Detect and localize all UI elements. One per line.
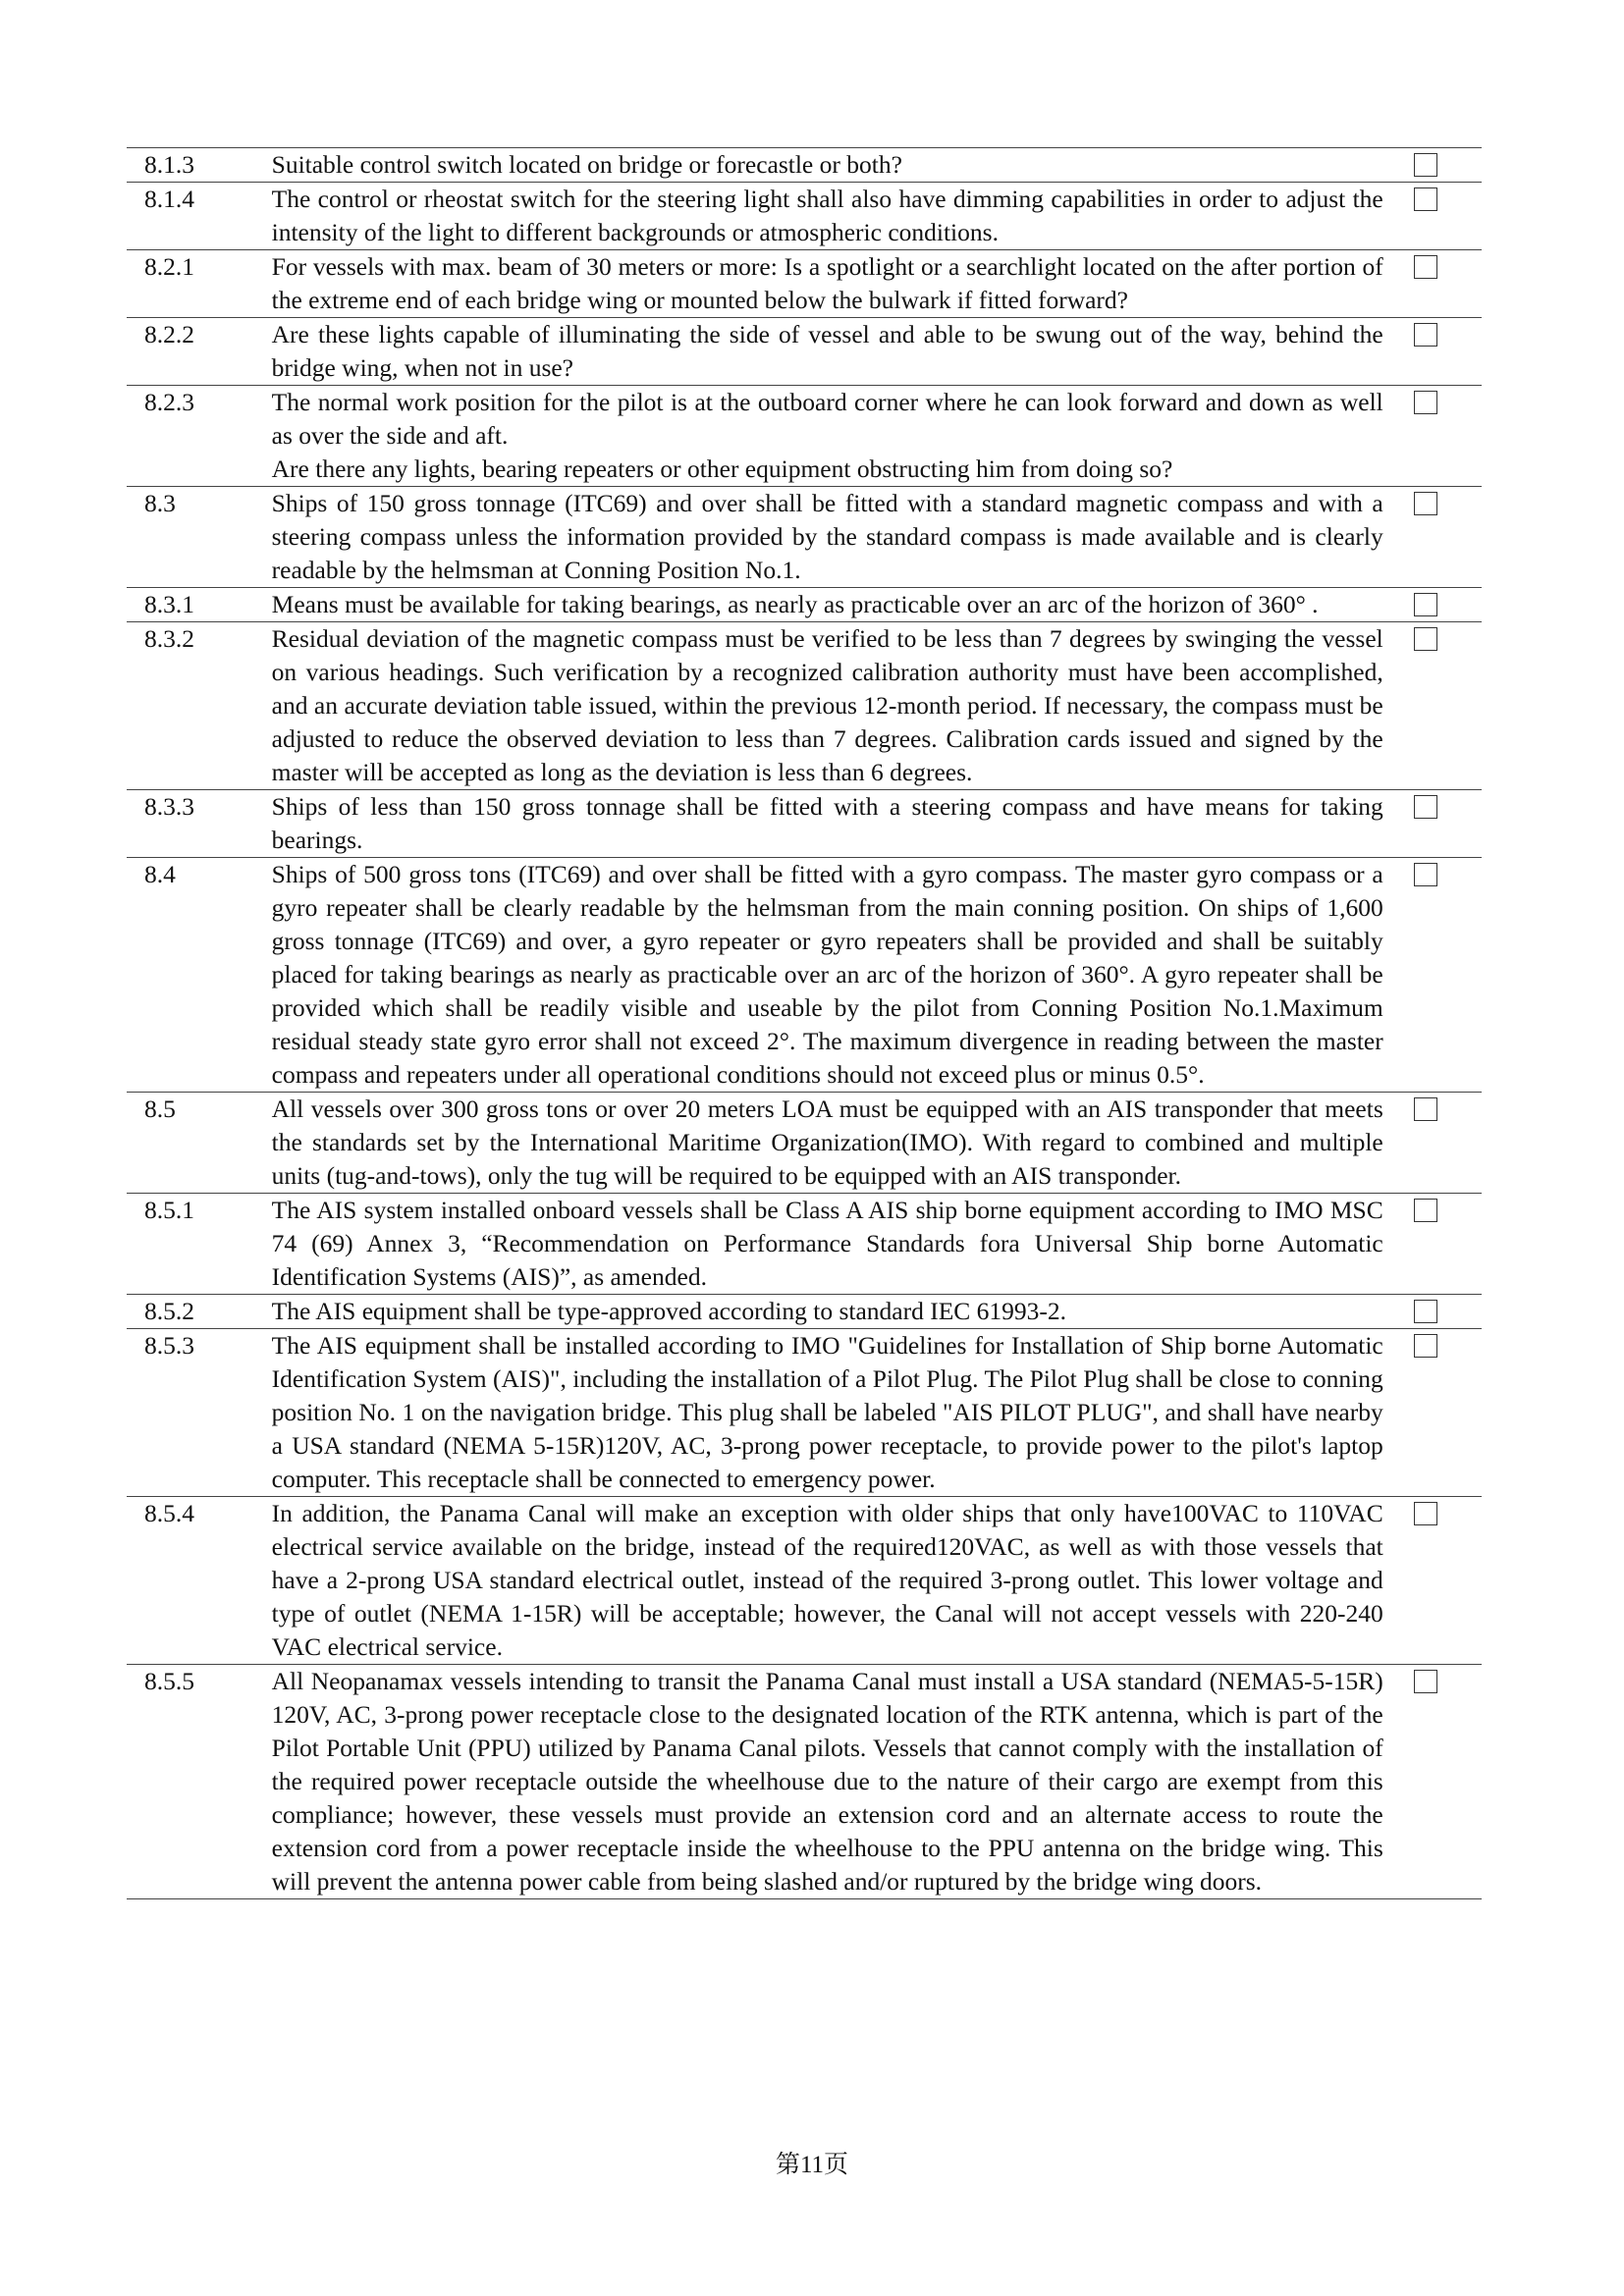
checklist-row (127, 1194, 1482, 1295)
item-paragraph: For vessels with max. beam of 30 meters or more: Is a spotlight or a searchlight located on the after portion of the extreme end of each bridge wing or mounted below the bulwark if fitted forward? (271, 252, 1383, 314)
checkbox-cell (1383, 183, 1482, 250)
checkbox-cell (1383, 622, 1482, 790)
item-number: 8.2.1 (144, 252, 194, 281)
item-number: 8.3.1 (144, 590, 194, 618)
checklist-row (127, 183, 1482, 250)
checklist-row (127, 588, 1482, 622)
item-number: 8.1.3 (144, 150, 194, 179)
checklist-row (127, 790, 1482, 858)
item-text (272, 1665, 1383, 1899)
item-number: 8.4 (144, 860, 176, 888)
item-text (272, 790, 1383, 858)
checklist-row (127, 1093, 1482, 1194)
item-number: 8.3.2 (144, 624, 194, 653)
item-text (272, 1194, 1383, 1295)
item-paragraph: Are there any lights, bearing repeaters or other equipment obstructing him from doing so? (271, 454, 1173, 483)
item-text (272, 1329, 1383, 1497)
item-checkbox[interactable] (1414, 255, 1437, 279)
checklist-row (127, 1295, 1482, 1329)
item-checkbox[interactable] (1414, 863, 1437, 886)
checkbox-cell (1383, 1329, 1482, 1497)
item-checkbox[interactable] (1414, 492, 1437, 515)
item-text (272, 1497, 1383, 1665)
checklist-row (127, 148, 1482, 183)
item-number: 8.2.3 (144, 388, 194, 416)
checkbox-cell (1383, 790, 1482, 858)
item-paragraph: Means must be available for taking bearings, as nearly as practicable over an arc of the horizon of 360° . (271, 590, 1319, 618)
item-number: 8.5.5 (144, 1667, 194, 1695)
item-text (272, 622, 1383, 790)
checklist-row (127, 1329, 1482, 1497)
item-checkbox[interactable] (1414, 1670, 1437, 1693)
checkbox-cell (1383, 148, 1482, 183)
item-number: 8.5.4 (144, 1499, 194, 1527)
checkbox-cell (1383, 858, 1482, 1093)
item-number: 8.2.2 (144, 320, 194, 348)
item-number: 8.3.3 (144, 792, 194, 821)
item-checkbox[interactable] (1414, 323, 1437, 347)
item-paragraph: Ships of less than 150 gross tonnage shall be fitted with a steering compass and have means for taking bearings. (271, 792, 1383, 854)
item-paragraph: Ships of 150 gross tonnage (ITC69) and over shall be fitted with a standard magnetic compass and with a steering compass unless the information provided by the standard compass is made available and is clearly readable by the helmsman at Conning Position No.1. (271, 489, 1383, 584)
checklist-row (127, 622, 1482, 790)
item-paragraph: The normal work position for the pilot is at the outboard corner where he can look forward and down as well as over the side and aft. (271, 388, 1383, 450)
item-paragraph: The AIS equipment shall be installed according to IMO "Guidelines for Installation of Ship borne Automatic Identification System (AIS)", including the installation of a Pilot Plug. The Pilot Plug shall be close to conning position No. 1 on the navigation bridge. This plug shall be labeled "AIS PILOT PLUG", and shall have nearby a USA standard (NEMA 5-15R)120V, AC, 3-prong power receptacle, to provide power to the pilot's laptop computer. This receptacle shall be connected to emergency power. (271, 1331, 1383, 1493)
item-checkbox[interactable] (1414, 627, 1437, 651)
checkbox-cell (1383, 1295, 1482, 1329)
item-paragraph: All vessels over 300 gross tons or over 20 meters LOA must be equipped with an AIS transponder that meets the standards set by the International Maritime Organization(IMO). With regard to combined and multiple units (tug-and-tows), only the tug will be required to be equipped with an AIS transponder. (271, 1095, 1383, 1190)
checkbox-cell (1383, 386, 1482, 487)
item-paragraph: Residual deviation of the magnetic compass must be verified to be less than 7 degrees by swinging the vessel on various headings. Such verification by a recognized calibration authority must have been accomplished, and an accurate deviation table issued, within the previous 12-month period. If necessary, the compass must be adjusted to reduce the observed deviation to less than 7 degrees. Calibration cards issued and signed by the master will be accepted as long as the deviation is less than 6 degrees. (271, 624, 1383, 786)
item-text (272, 858, 1383, 1093)
checkbox-cell (1383, 1497, 1482, 1665)
item-number: 8.1.4 (144, 185, 194, 213)
item-checkbox[interactable] (1414, 593, 1437, 616)
item-checkbox[interactable] (1414, 1300, 1437, 1323)
item-checkbox[interactable] (1414, 391, 1437, 414)
item-text (272, 1295, 1383, 1329)
checklist-row (127, 487, 1482, 588)
checkbox-cell (1383, 250, 1482, 318)
checkbox-cell (1383, 1093, 1482, 1194)
item-paragraph: The control or rheostat switch for the steering light shall also have dimming capabilities in order to adjust the intensity of the light to different backgrounds or atmospheric conditions. (271, 185, 1383, 246)
item-text (272, 386, 1383, 487)
item-text (272, 250, 1383, 318)
checklist-table (127, 147, 1482, 1899)
item-number: 8.5.1 (144, 1196, 194, 1224)
item-text (272, 318, 1383, 386)
item-paragraph: Are these lights capable of illuminating the side of vessel and able to be swung out of the way, behind the bridge wing, when not in use? (271, 320, 1383, 382)
item-number: 8.3 (144, 489, 176, 517)
checklist-row (127, 1497, 1482, 1665)
item-text (272, 148, 1383, 183)
item-paragraph: All Neopanamax vessels intending to transit the Panama Canal must install a USA standard (NEMA5-5-15R) 120V, AC, 3-prong power receptacle close to the designated location of the RTK antenna, which is part of the Pilot Portable Unit (PPU) utilized by Panama Canal pilots. Vessels that cannot comply with the installation of the required power receptacle outside the wheelhouse due to the nature of their cargo are exempt from this compliance; however, these vessels must provide an extension cord and an alternate access to route the extension cord from a power receptacle inside the wheelhouse to the PPU antenna on the bridge wing. This will prevent the antenna power cable from being slashed and/or ruptured by the bridge wing doors. (271, 1667, 1383, 1896)
item-checkbox[interactable] (1414, 795, 1437, 819)
item-paragraph: The AIS equipment shall be type-approved according to standard IEC 61993-2. (271, 1297, 1067, 1325)
item-checkbox[interactable] (1414, 153, 1437, 177)
checkbox-cell (1383, 1665, 1482, 1899)
checklist-rows (127, 148, 1482, 1899)
item-text (272, 588, 1383, 622)
item-text (272, 1093, 1383, 1194)
item-number: 8.5 (144, 1095, 176, 1123)
item-text (272, 183, 1383, 250)
item-checkbox[interactable] (1414, 1502, 1437, 1525)
item-checkbox[interactable] (1414, 187, 1437, 211)
item-text (272, 487, 1383, 588)
item-paragraph: The AIS system installed onboard vessels shall be Class A AIS ship borne equipment according to IMO MSC 74 (69) Annex 3, “Recommendation on Performance Standards fora Universal Ship borne Automatic Identification Systems (AIS)”, as amended. (271, 1196, 1383, 1291)
checklist-row (127, 858, 1482, 1093)
checkbox-cell (1383, 588, 1482, 622)
item-checkbox[interactable] (1414, 1199, 1437, 1222)
page-number: 第11页 (775, 2152, 849, 2178)
item-checkbox[interactable] (1414, 1097, 1437, 1121)
item-number: 8.5.3 (144, 1331, 194, 1360)
item-paragraph: Ships of 500 gross tons (ITC69) and over shall be fitted with a gyro compass. The master gyro compass or a gyro repeater shall be clearly readable by the helmsman from the main conning position. On ships of 1,600 gross tonnage (ITC69) and over, a gyro repeater or gyro repeaters shall be provided and shall be suitably placed for taking bearings as nearly as practicable over an arc of the horizon of 360°. A gyro repeater shall be provided which shall be readily visible and useable by the pilot from Conning Position No.1.Maximum residual steady state gyro error shall not exceed 2°. The maximum divergence in reading between the master compass and repeaters under all operational conditions should not exceed plus or minus 0.5°. (271, 860, 1383, 1089)
item-paragraph: In addition, the Panama Canal will make an exception with older ships that only have100VAC to 110VAC electrical service available on the bridge, instead of the required120VAC, as well as with those vessels that have a 2-prong USA standard electrical outlet, instead of the required 3-prong outlet. This lower voltage and type of outlet (NEMA 1-15R) will be acceptable; however, the Canal will not accept vessels with 220-240 VAC electrical service. (271, 1499, 1383, 1661)
checklist-row (127, 1665, 1482, 1899)
checkbox-cell (1383, 487, 1482, 588)
checkbox-cell (1383, 1194, 1482, 1295)
checklist-row (127, 386, 1482, 487)
item-number: 8.5.2 (144, 1297, 194, 1325)
checklist-row (127, 250, 1482, 318)
item-paragraph: Suitable control switch located on bridge or forecastle or both? (271, 150, 902, 179)
checkbox-cell (1383, 318, 1482, 386)
item-checkbox[interactable] (1414, 1334, 1437, 1358)
checklist-row (127, 318, 1482, 386)
